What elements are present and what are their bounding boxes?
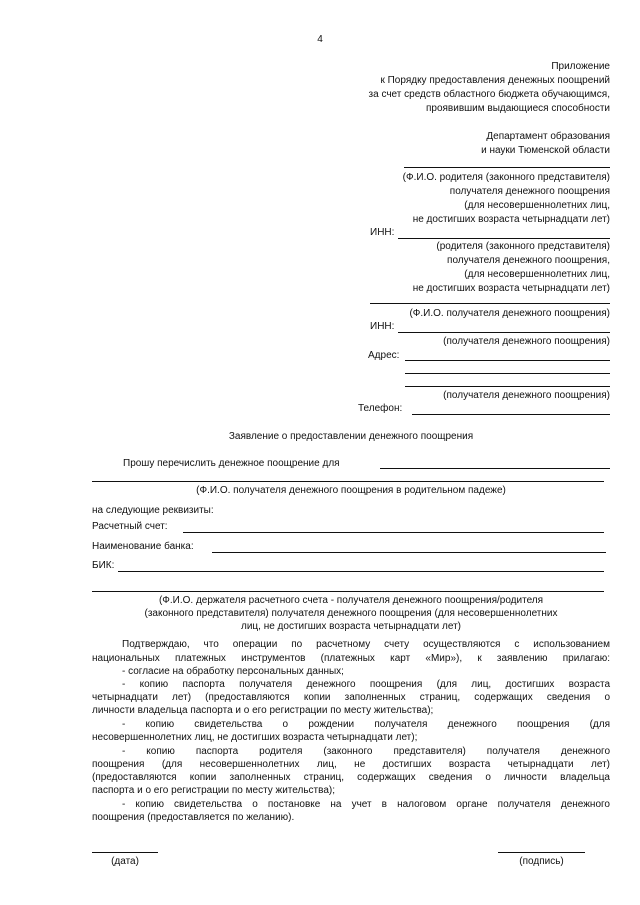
body-line: поощрения (для несовершеннолетних лиц, не достигших возраста четырнадцати лет)	[92, 759, 610, 770]
body-line: личности владельца паспорта и о его регистрации по месту жительства);	[92, 705, 434, 716]
signature-line	[498, 852, 585, 853]
appendix-title: Приложение	[551, 61, 610, 72]
account-line	[183, 532, 604, 533]
parent-caption: (для несовершеннолетних лиц,	[464, 200, 610, 211]
address-caption: (получателя денежного поощрения)	[443, 390, 610, 401]
parent-caption: (Ф.И.О. родителя (законного представителя)	[402, 172, 610, 183]
parent-inn-caption: (для несовершеннолетних лиц,	[464, 269, 610, 280]
address-label: Адрес:	[368, 350, 400, 361]
recipient-inn-caption: (получателя денежного поощрения)	[443, 336, 610, 347]
addressee-line: и науки Тюменской области	[481, 145, 610, 156]
attachment-item: - копию паспорта получателя денежного поощрения (для лиц, достигших возраста	[122, 679, 610, 690]
recipient-inn-line	[398, 332, 610, 333]
address-line	[405, 373, 610, 374]
bank-line	[212, 552, 606, 553]
holder-line	[92, 591, 604, 592]
parent-name-line	[404, 167, 610, 168]
date-line	[92, 852, 158, 853]
attachment-item: - согласие на обработку персональных данных;	[122, 666, 344, 677]
phone-label: Телефон:	[358, 403, 403, 414]
recipient-caption: (Ф.И.О. получателя денежного поощрения)	[409, 308, 610, 319]
date-caption: (дата)	[111, 856, 139, 867]
holder-caption: лиц, не достигших возраста четырнадцати лет)	[240, 621, 461, 632]
address-line	[405, 360, 610, 361]
holder-caption: (законного представителя) получателя денежного поощрения (для несовершеннолетних	[144, 608, 558, 619]
attachment-item: - копию свидетельства о рождении получателя денежного поощрения (для	[122, 719, 610, 730]
recipient-genitive-line	[92, 481, 604, 482]
body-line: поощрения (предоставляется по желанию).	[92, 812, 295, 823]
account-label: Расчетный счет:	[92, 521, 168, 532]
request-text: Прошу перечислить денежное поощрение для	[123, 458, 340, 469]
parent-inn-label: ИНН:	[370, 227, 395, 238]
parent-inn-caption: (родителя (законного представителя)	[436, 241, 610, 252]
parent-caption: получателя денежного поощрения	[449, 186, 610, 197]
body-line: (предоставляются копии заполненных страниц, содержащих сведения о личности владельца	[92, 772, 610, 783]
page-number: 4	[317, 34, 323, 45]
signature-caption: (подпись)	[519, 856, 564, 867]
body-line: национальных платежных инструментов (платежных карт «Мир»), к заявлению прилагаю:	[92, 653, 610, 664]
bik-label: БИК:	[92, 560, 115, 571]
addressee-line: Департамент образования	[486, 131, 610, 142]
appendix-line: проявившим выдающиеся способности	[425, 103, 610, 114]
request-line	[380, 468, 610, 469]
bank-label: Наименование банка:	[92, 541, 194, 552]
recipient-name-line	[370, 303, 610, 304]
appendix-line: к Порядку предоставления денежных поощрений	[380, 75, 610, 86]
phone-line	[412, 414, 610, 415]
appendix-line: за счет средств областного бюджета обучающимся,	[368, 89, 610, 100]
parent-inn-caption: не достигших возраста четырнадцати лет)	[412, 283, 610, 294]
body-line: паспорта и о его регистрации по месту жительства);	[92, 785, 336, 796]
statement-title: Заявление о предоставлении денежного поощрения	[228, 431, 474, 442]
attachment-item: - копию паспорта родителя (законного представителя) получателя денежного	[122, 746, 610, 757]
details-intro: на следующие реквизиты:	[92, 505, 214, 516]
body-line: несовершеннолетних лиц, не достигших возраста четырнадцати лет);	[92, 732, 418, 743]
recipient-genitive-caption: (Ф.И.О. получателя денежного поощрения в родительном падеже)	[196, 485, 506, 496]
holder-caption: (Ф.И.О. держателя расчетного счета - получателя денежного поощрения/родителя	[158, 595, 544, 606]
attachment-item: - копию свидетельства о постановке на учет в налоговом органе получателя денежного	[122, 799, 610, 810]
bik-line	[118, 571, 604, 572]
address-line	[405, 386, 610, 387]
parent-inn-caption: получателя денежного поощрения,	[447, 255, 610, 266]
parent-inn-line	[398, 238, 610, 239]
recipient-inn-label: ИНН:	[370, 321, 395, 332]
body-line: Подтверждаю, что операции по расчетному счету осуществляются с использованием	[122, 639, 610, 650]
parent-caption: не достигших возраста четырнадцати лет)	[412, 214, 610, 225]
body-line: четырнадцати лет) (предоставляются копии заполненных страниц, содержащих сведения о	[92, 692, 610, 703]
